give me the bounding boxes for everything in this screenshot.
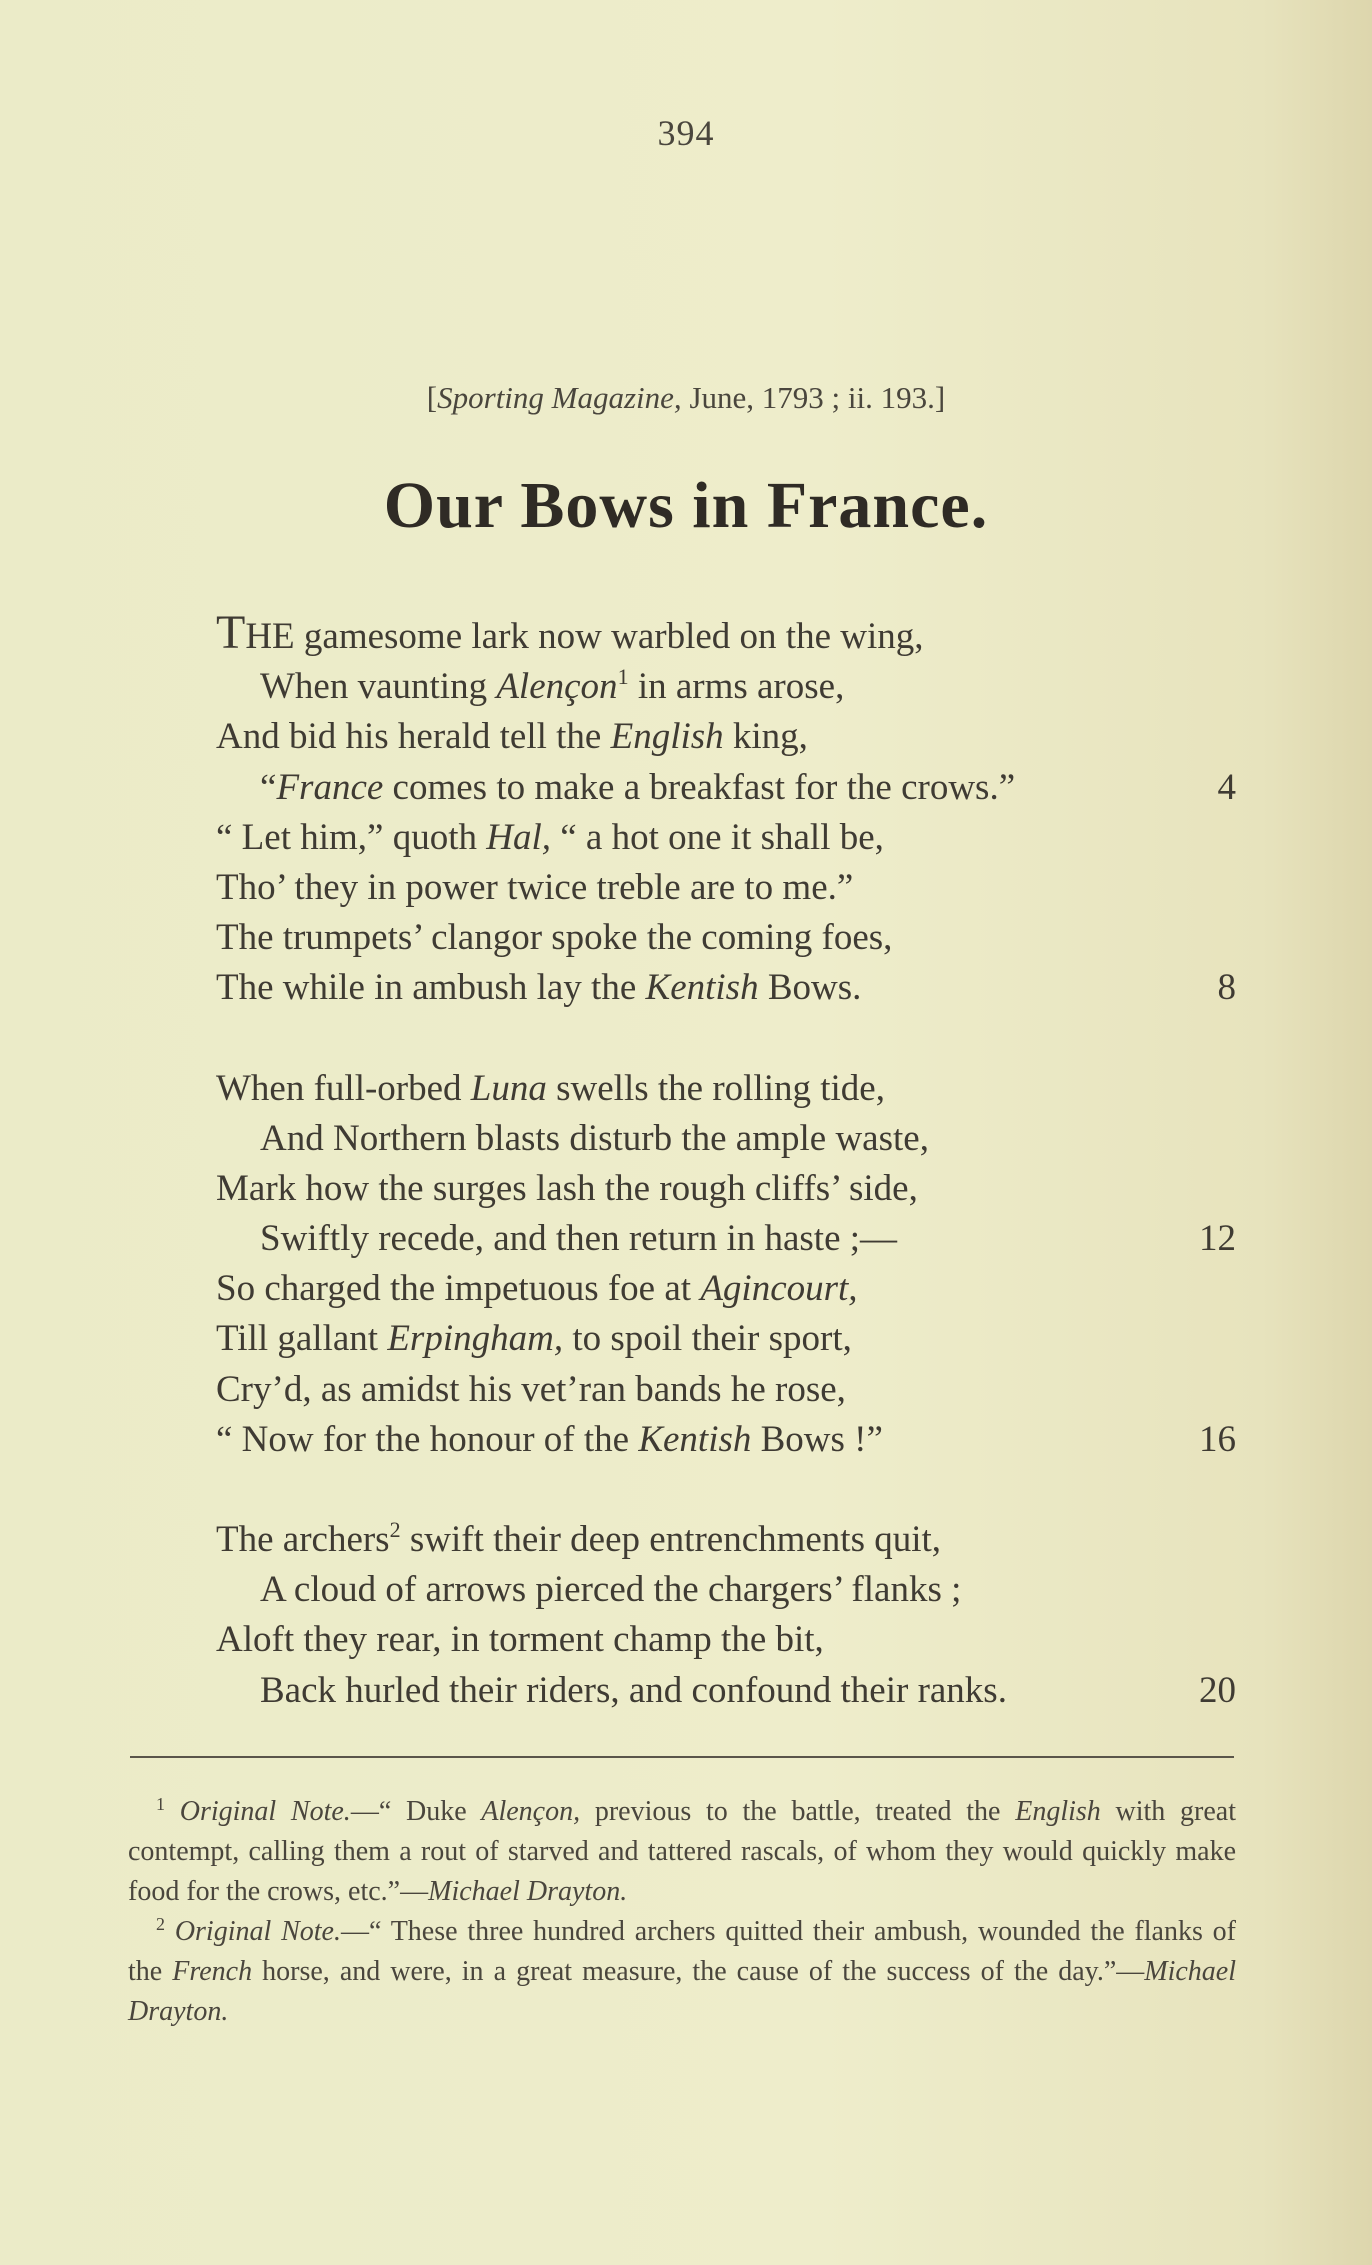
text-run: The archers <box>216 1519 390 1560</box>
text-run: comes to make a breakfast for the crows.” <box>383 766 1016 808</box>
poem-line <box>216 1214 1236 1264</box>
line-number: 4 <box>1217 766 1236 808</box>
text-run: A cloud of arrows pierced the chargers’ flanks ; <box>260 1569 962 1611</box>
italic-text: Michael Drayton. <box>428 1876 628 1907</box>
stanza-break <box>216 1465 1236 1515</box>
footnote-reference[interactable]: 2 <box>389 1517 401 1542</box>
italic-text: Original Note. <box>179 1796 351 1827</box>
poem-line-text <box>216 1619 824 1660</box>
italic-text: Alençon, <box>481 1796 581 1827</box>
italic-text: English <box>610 716 724 758</box>
poem-line-text <box>216 716 808 757</box>
poem-line <box>216 712 1236 762</box>
text-run: horse, and were, in a great measure, the cause of the success of the day.”— <box>252 1956 1145 1987</box>
text-run: —“ Duke <box>350 1796 482 1827</box>
poem-line-text <box>260 1118 929 1159</box>
text-run: T <box>216 606 246 659</box>
poem-line-text <box>216 1519 941 1560</box>
text-run: So charged the impetuous foe at <box>216 1268 701 1310</box>
poem-line-text <box>260 1218 897 1259</box>
italic-text: French <box>172 1956 253 1987</box>
footnote <box>128 1792 1236 1912</box>
poem-line <box>216 1064 1236 1114</box>
italic-text: Kentish <box>638 1418 752 1460</box>
source-details: June, 1793 ; ii. 193.] <box>681 380 946 415</box>
italic-text: Erpingham, <box>387 1318 564 1360</box>
poem-title: Our Bows in France. <box>383 469 989 542</box>
source-open-bracket: [ <box>426 380 438 415</box>
italic-text: Alençon <box>496 666 618 708</box>
poem-line <box>216 813 1236 863</box>
italic-text: France <box>276 766 384 808</box>
text-run: The trumpets’ clangor spoke the coming foes, <box>216 917 893 959</box>
poem-line-text <box>216 1369 846 1410</box>
line-number: 20 <box>1199 1669 1236 1711</box>
poem-line-text <box>216 1068 885 1109</box>
line-number: 12 <box>1199 1218 1236 1260</box>
poem-line-text <box>216 606 924 659</box>
text-run: Cry’d, as amidst his vet’ran bands he rose, <box>216 1368 846 1410</box>
footnote-marker: 1 <box>156 1794 165 1814</box>
poem-line-text <box>216 967 861 1008</box>
italic-text: Original Note. <box>174 1916 341 1947</box>
poem-line <box>216 1565 1236 1615</box>
text-run: previous to the battle, treated the <box>580 1796 1016 1827</box>
poem-line <box>216 606 1236 662</box>
footnote-marker: 2 <box>156 1914 165 1934</box>
poem-line-text <box>216 1419 883 1460</box>
text-run: Till gallant <box>216 1318 388 1360</box>
source-publication: Sporting Magazine, <box>437 380 682 415</box>
text-run: swift their deep entrenchments quit, <box>400 1519 942 1560</box>
poem-body <box>216 606 1236 1716</box>
footnote-reference[interactable]: 1 <box>617 664 629 690</box>
source-citation <box>0 380 1372 416</box>
poem-line <box>216 1164 1236 1214</box>
text-run: Bows. <box>758 967 862 1009</box>
poem-line-text <box>216 1168 918 1209</box>
italic-text: Hal, <box>486 816 551 858</box>
text-run: to spoil their sport, <box>563 1318 852 1360</box>
poem-line-text <box>260 1569 961 1610</box>
poem-line <box>216 1365 1236 1415</box>
poem-line <box>216 1666 1236 1716</box>
poem-line-text <box>216 917 892 958</box>
text-run: The while in ambush lay the <box>216 967 646 1009</box>
text-run: “ Now for the honour of the <box>216 1418 639 1460</box>
footnote-space <box>165 1796 180 1827</box>
footnote-divider <box>130 1756 1234 1758</box>
poem-line-text <box>216 867 853 908</box>
italic-text: Michael Drayton. <box>128 1956 1236 2027</box>
text-run: in arms arose, <box>628 666 845 708</box>
poem-line <box>216 763 1236 813</box>
text-run: Back hurled their riders, and confound their ranks. <box>260 1669 1007 1711</box>
poem-line <box>216 863 1236 913</box>
text-run: And Northern blasts disturb the ample waste, <box>260 1117 929 1159</box>
poem-line <box>216 963 1236 1013</box>
footnotes <box>128 1792 1236 2032</box>
stanza-break <box>216 1014 1236 1064</box>
text-run: “ <box>260 766 277 808</box>
text-run: Swiftly recede, and then return in haste ;— <box>260 1218 898 1260</box>
text-run: swells the rolling tide, <box>546 1067 885 1109</box>
text-run: “ Let him,” quoth <box>216 816 487 858</box>
text-run: Tho’ they in power twice treble are to me.” <box>216 866 854 908</box>
text-run: When vaunting <box>260 666 497 708</box>
poem-line <box>216 1415 1236 1465</box>
text-run: HE gamesome lark now warbled on the wing, <box>245 616 924 657</box>
poem-line <box>216 1264 1236 1314</box>
text-run: “ a hot one it shall be, <box>551 816 884 858</box>
text-run: When full-orbed <box>216 1067 471 1109</box>
text-run: Aloft they rear, in torment champ the bit, <box>216 1619 824 1661</box>
text-run: —“ These three hundred archers quitted their ambush, wounded the flanks of the <box>128 1916 1236 1987</box>
text-run: with great contempt, calling them a rout of starved and tattered rascals, of whom they would quickly make food for the crows, etc.”— <box>128 1796 1237 1907</box>
footnote-space <box>165 1916 175 1947</box>
poem-line <box>216 1515 1236 1565</box>
poem-line-text <box>216 1318 852 1359</box>
poem-line-text <box>216 817 884 858</box>
text-run: king, <box>723 716 808 758</box>
page-number: 394 <box>657 113 715 153</box>
poem-line-text <box>260 1670 1007 1711</box>
line-number: 16 <box>1199 1418 1236 1460</box>
poem-line <box>216 913 1236 963</box>
poem-line <box>216 1314 1236 1364</box>
poem-line <box>216 1615 1236 1665</box>
italic-text: English <box>1015 1796 1101 1827</box>
footnote <box>128 1912 1236 2032</box>
poem-line-text <box>260 767 1015 808</box>
text-run: Bows !” <box>751 1418 883 1460</box>
poem-line <box>216 662 1236 712</box>
line-number: 8 <box>1217 967 1236 1009</box>
italic-text: Agincourt, <box>700 1268 858 1310</box>
text-run: Mark how the surges lash the rough cliffs’ side, <box>216 1167 918 1209</box>
poem-line-text <box>260 666 844 707</box>
italic-text: Kentish <box>645 967 759 1009</box>
poem-line <box>216 1114 1236 1164</box>
poem-line-text <box>216 1268 858 1309</box>
text-run: And bid his herald tell the <box>216 716 611 758</box>
italic-text: Luna <box>470 1067 547 1109</box>
